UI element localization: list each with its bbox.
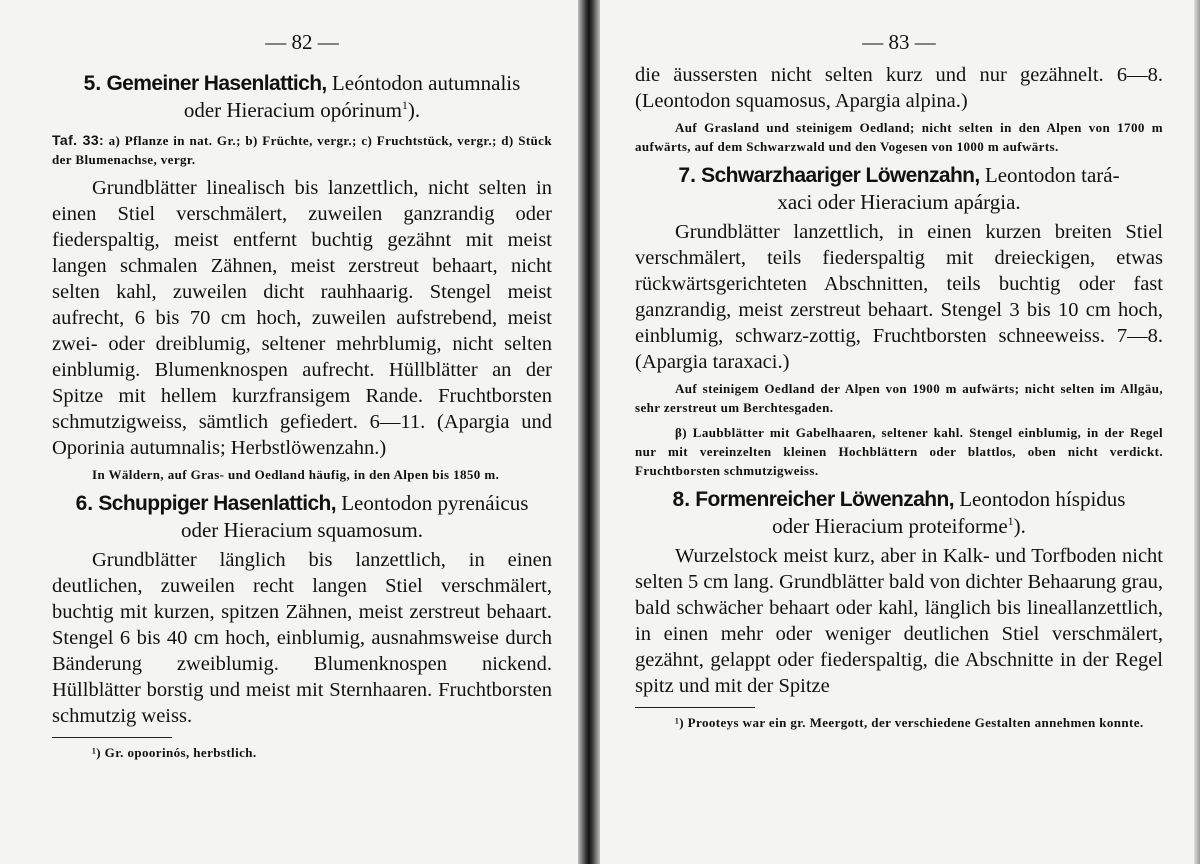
footnote-rule bbox=[52, 737, 172, 738]
species-5-habitat: In Wäldern, auf Gras- und Oedland häufig, in den Alpen bis 1850 m. bbox=[92, 467, 500, 482]
heading-punctuation: ). bbox=[407, 98, 421, 122]
species-8-number: 8. bbox=[672, 488, 691, 511]
continued-habitat: Auf Grasland und steinigem Oedland; nicht selten in den Alpen von 1700 m aufwärts, auf dem Schwarzwald und den Vogesen von 1000 m aufwärts. bbox=[635, 120, 1163, 154]
species-7-description: Grundblätter lanzettlich, in einen kurzen breiten Stiel verschmälert, teils fiederspaltig mit dreieckigen, etwas rückwärtsgerichteten Abschnitten, teils buchtig oder fast ganzrandig, meist zerstreut behaart. Stengel 3 bis 10 cm hoch, einblumig, schwarz-zottig, Fruchtborsten schneeweiss. 7—8. (Apargia taraxaci.) bbox=[635, 221, 1163, 373]
species-7-habitat: Auf steinigem Oedland der Alpen von 1900 m aufwärts; nicht selten im Allgäu, sehr zerstreut um Berchtesgaden. bbox=[635, 381, 1163, 415]
left-column bbox=[52, 0, 552, 774]
species-6-german-name: Schuppiger Hasenlattich, bbox=[98, 492, 336, 515]
species-7-number: 7. bbox=[678, 164, 696, 187]
footnote-right: ¹) Prooteys war ein gr. Meergott, der verschiedene Gestalten annehmen konnte. bbox=[675, 715, 1144, 730]
page-edge bbox=[1194, 0, 1200, 864]
footnote-mark: 1 bbox=[1007, 514, 1014, 528]
species-5-synonym: oder Hieracium opórinum bbox=[183, 98, 402, 122]
species-7-synonym: xaci oder Hieracium apárgia. bbox=[777, 190, 1021, 214]
species-5-description: Grundblätter linealisch bis lanzettlich, nicht selten in einen Stiel verschmälert, zuweilen ganzrandig oder fiederspaltig, meist entfernt buchtig gezähnt mit meist langen schmalen Zähnen, meist zerstreut behaart, nicht selten kahl, zuweilen dicht rauhhaarig. Stengel meist aufrecht, 6 bis 70 cm hoch, zuweilen aufstrebend, meist zwei- oder dreiblumig, seltener mehrblumig, nicht selten einblumig. Blumenknospen aufrecht. Hüllblätter an der Spitze mit hellem kurzfransigem Rande. Fruchtborsten schmutzigweiss, sämtlich gefiedert. 6—11. (Apargia und Oporinia autumnalis; Herbstlöwenzahn.) bbox=[52, 177, 552, 459]
footnote-mark: 1 bbox=[401, 98, 408, 112]
species-5-german-name: Gemeiner Hasenlattich, bbox=[106, 72, 327, 95]
footnote-rule bbox=[635, 707, 755, 708]
species-6-description: Grundblätter länglich bis lanzettlich, in einen deutlichen, zuweilen recht langen Stiel verschmälert, buchtig mit kurzen, spitzen Zähnen, meist zerstreut behaart. Stengel 6 bis 40 cm hoch, einblumig, ausnahmsweise durch Bänderung zweiblumig. Blumenknospen nickend. Hüllblätter borstig und meist mit Sternhaaren. Fruchtborsten schmutzig weiss. bbox=[52, 549, 552, 727]
species-6-number: 6. bbox=[75, 492, 94, 515]
book-gutter bbox=[578, 0, 600, 864]
species-8-heading bbox=[635, 486, 1163, 539]
species-8-synonym: oder Hieracium proteiforme bbox=[772, 514, 1008, 538]
page-number-right: — 83 — bbox=[862, 30, 936, 54]
left-page bbox=[0, 0, 585, 864]
species-7-german-name: Schwarzhaariger Löwenzahn, bbox=[701, 164, 980, 187]
continued-description: die äussersten nicht selten kurz und nur gezähnelt. 6—8. (Leontodon squamosus, Apargia alpina.) bbox=[635, 64, 1163, 112]
species-6-heading bbox=[52, 490, 552, 543]
species-8-latin-name: Leontodon híspidus bbox=[959, 487, 1126, 511]
species-7-variety-beta: β) Laubblätter mit Gabelhaaren, seltener kahl. Stengel einblumig, in der Regel nur mit vereinzelten kleinen Hochblättern oder blattlos, oben nicht verdickt. Fruchtborsten schmutzigweiss. bbox=[635, 425, 1163, 478]
species-5-latin-name: Leóntodon autumnalis bbox=[331, 71, 521, 95]
species-6-synonym: oder Hieracium squamosum. bbox=[180, 518, 424, 542]
heading-punctuation: ). bbox=[1013, 514, 1026, 538]
plate-label: Taf. 33: bbox=[52, 132, 105, 148]
plate-text: a) Pflanze in nat. Gr.; b) Früchte, vergr.; c) Fruchtstück, vergr.; d) Stück der Blumenachse, vergr. bbox=[52, 133, 552, 167]
species-8-german-name: Formenreicher Löwenzahn, bbox=[695, 488, 954, 511]
right-page bbox=[600, 0, 1200, 864]
species-7-heading bbox=[635, 162, 1163, 215]
species-8-description: Wurzelstock meist kurz, aber in Kalk- und Torfboden nicht selten 5 cm lang. Grundblätter bald von dichter Behaarung grau, bald schwächer behaart oder kahl, länglich bis lineallanzettlich, in einen mehr oder weniger deutlichen Stiel verschmälert, gezähnt, gelappt oder fiederspaltig, die Abschnitte in der Regel spitz und mit der Spitze bbox=[635, 545, 1163, 697]
page-number-left: — 82 — bbox=[265, 30, 339, 54]
species-5-number: 5. bbox=[83, 72, 102, 95]
species-6-latin-name: Leontodon pyrenáicus bbox=[341, 491, 529, 515]
plate-reference bbox=[52, 131, 552, 169]
footnote-left: ¹) Gr. opoorinós, herbstlich. bbox=[92, 745, 257, 760]
species-7-latin-name: Leontodon tará- bbox=[984, 163, 1120, 187]
right-column bbox=[635, 0, 1163, 744]
species-5-heading bbox=[52, 70, 552, 123]
